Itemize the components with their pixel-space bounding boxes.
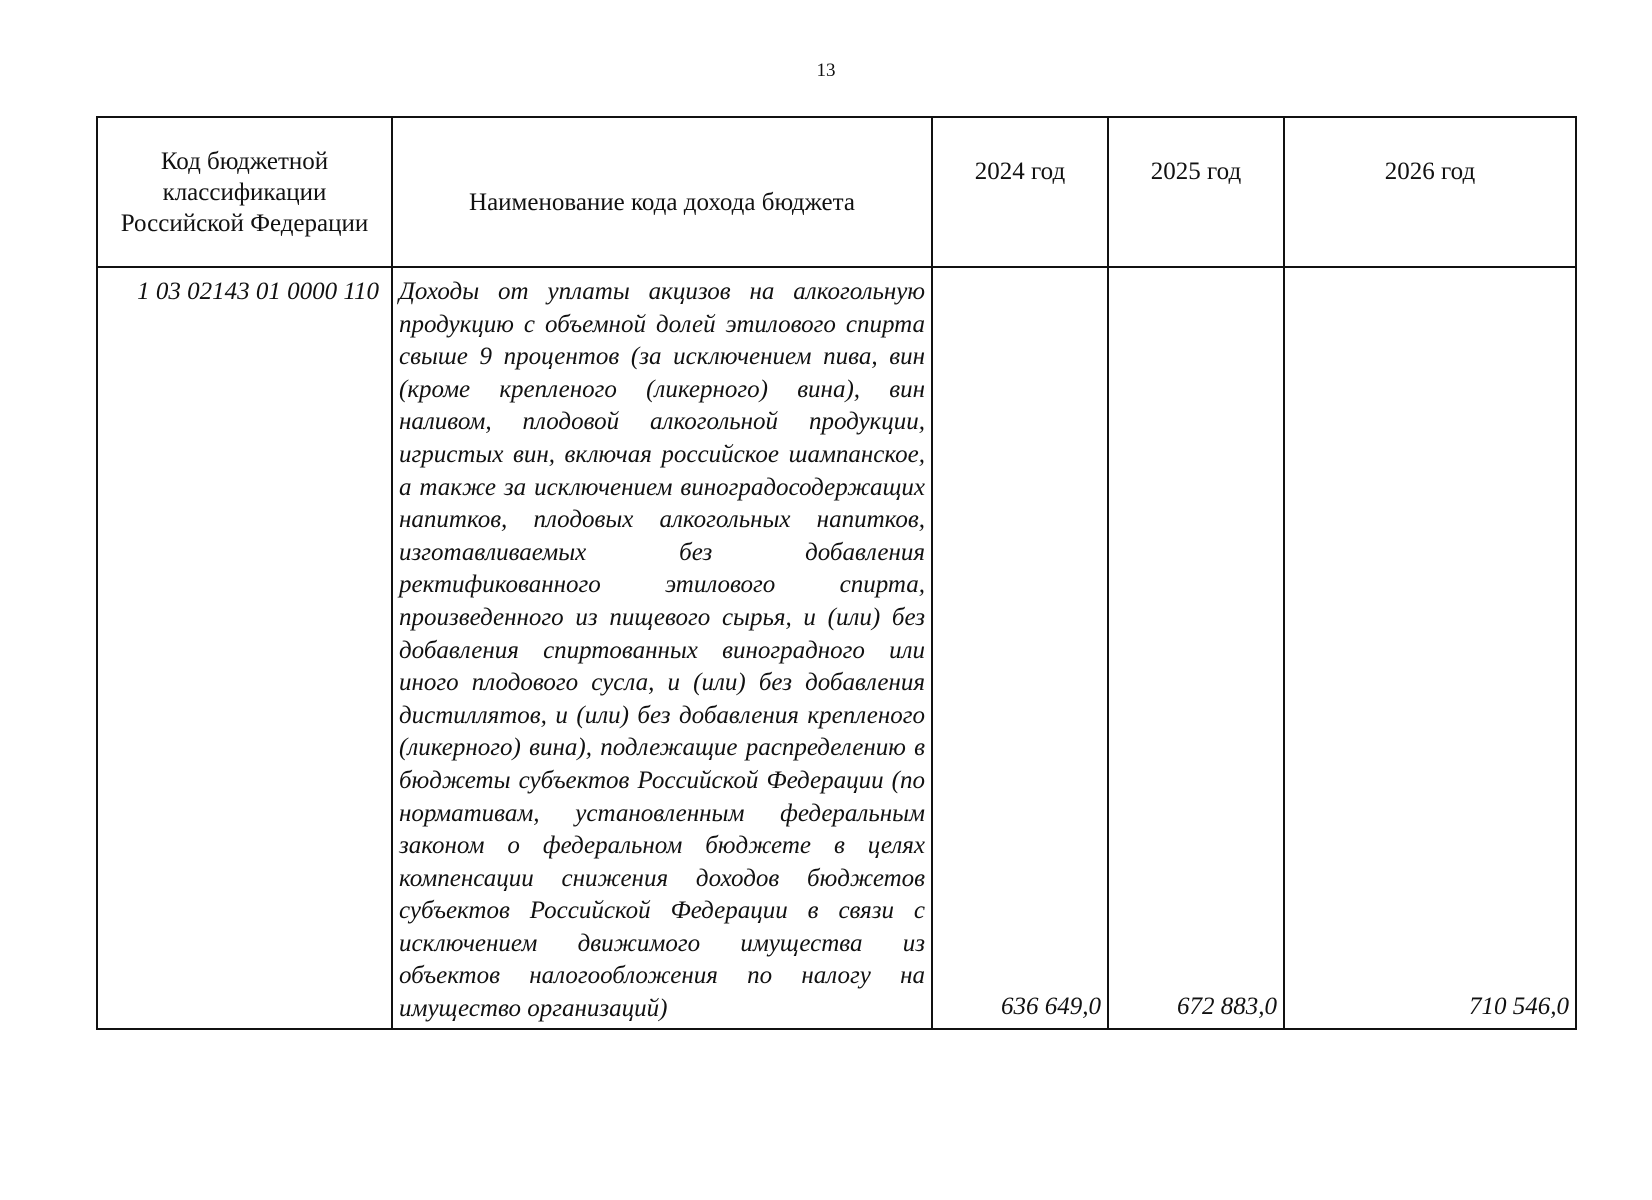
column-header-2026: 2026 год [1284, 117, 1576, 267]
table-header [97, 117, 1576, 267]
amount-2024-cell: 636 649,0 [932, 267, 1108, 1029]
amount-2026-cell: 710 546,0 [1284, 267, 1576, 1029]
table-row [97, 267, 1576, 1029]
column-header-code: Код бюджетной классификации Российской Федерации [97, 117, 392, 267]
budget-revenue-table [96, 116, 1577, 1030]
revenue-description-cell: Доходы от уплаты акцизов на алкогольную продукцию с объемной долей этилового спирта свыше 9 процентов (за исключением пива, вин (кроме крепленого (ликерного) вина), вин наливом, плодовой алкогольной продукции, игристых вин, включая российское шампанское, а также за исключением виноградосодержащих напитков, плодовых алкогольных напитков, изготавливаемых без добавления ректификованного этилового спирта, произведенного из пищевого сырья, и (или) без добавления спиртованных виноградного или иного плодового сусла, и (или) без добавления дистиллятов, и (или) без добавления крепленого (ликерного) вина), подлежащие распределению в бюджеты субъектов Российской Федерации (по нормативам, установленным федеральным законом о федеральном бюджете в целях компенсации снижения доходов бюджетов субъектов Российской Федерации в связи с исключением движимого имущества из объектов налогообложения по налогу на имущество организаций) [392, 267, 932, 1029]
amount-2025-cell: 672 883,0 [1108, 267, 1284, 1029]
column-header-name: Наименование кода дохода бюджета [392, 117, 932, 267]
page-number: 13 [816, 60, 836, 81]
table-header-row [97, 117, 1576, 267]
budget-code-cell: 1 03 02143 01 0000 110 [97, 267, 392, 1029]
column-header-2024: 2024 год [932, 117, 1108, 267]
column-header-2025: 2025 год [1108, 117, 1284, 267]
table-body [97, 267, 1576, 1029]
